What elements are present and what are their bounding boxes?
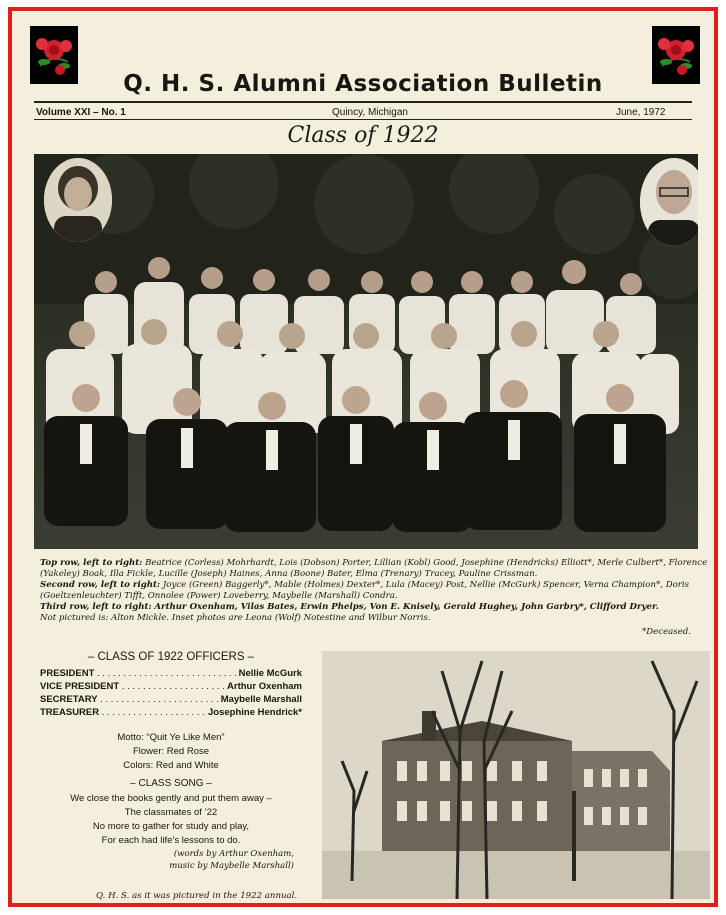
divider [34, 119, 692, 120]
caption-top-row: Beatrice (Corless) Mohrhardt, Lois (Dobson) Porter, Lillian (Kobl) Good, Josephine (Hendricks) Elliott*, Merle Culbert*, Florence (Yakeley) Boak, Illa Fickle, Lucille (Joseph) Haines, Anna (Boone) Bater, Elma (Trenary) Tracey, Pauline Crissman. [40, 558, 708, 579]
song-line: For each had life’s lessons to do. [101, 835, 241, 846]
bulletin-page [12, 11, 714, 903]
officer-role: VICE PRESIDENT . . . [40, 680, 225, 693]
officer-name: Maybelle Marshall [220, 694, 302, 705]
officer-name: Josephine Hendrick* [208, 707, 302, 718]
deceased-note: *Deceased. [642, 627, 692, 637]
officer-row [40, 680, 302, 693]
caption-third-row: Arthur Oxenham, Vilas Bates, Erwin Phelps, Von E. Knisely, Gerald Hughey, John Garbry*, Clifford Dryer. [154, 602, 659, 612]
officer-name: Nellie McGurk [238, 668, 302, 679]
flower-text: Flower: Red Rose [132, 746, 210, 757]
song-credit: (words by Arthur Oxenham, [173, 849, 294, 859]
building-caption: Q. H. S. as it was pictured in the 1922 annual. [96, 891, 298, 901]
caption-row-label: Second row, left to right: [40, 580, 161, 590]
officer-role: SECRETARY . . . [40, 693, 219, 706]
bulletin-title: Q. H. S. Alumni Association Bulletin [123, 71, 603, 97]
caption-not-pictured: Not pictured is: Alton Mickle. Inset photos are Leona (Wolf) Notestine and Wilbur Norris. [40, 613, 431, 623]
song-line: We close the books gently and put them away – [70, 793, 272, 804]
school-building-photo [322, 651, 710, 899]
officers-section [40, 651, 302, 872]
officer-role: TREASURER . . . [40, 706, 206, 719]
song-line: The classmates of ’22 [124, 807, 218, 818]
page-frame [8, 7, 718, 907]
divider [34, 101, 692, 103]
officer-row [40, 706, 302, 719]
location-label: Quincy, Michigan [332, 107, 408, 118]
class-song [40, 777, 302, 848]
volume-label: Volume XXI – No. 1 [36, 107, 126, 118]
song-heading: – CLASS SONG – [130, 778, 212, 789]
caption-second-row: Joyce (Green) Baggerly*, Mable (Holmes) Dexter*, Lula (Macey) Post, Nellie (McGurk) Spencer, Verna Champion*, Doris (Goeltzenleuchter) Tifft, Onnolee (Power) Loveberry, Maybelle (Marshall) Condra. [40, 580, 690, 601]
caption-row-label: Top row, left to right: [40, 558, 143, 568]
caption-row-label: Third row, left to right: [40, 602, 152, 612]
song-line: No more to gather for study and play, [92, 821, 250, 832]
colors-text: Colors: Red and White [123, 760, 219, 771]
class-heading: Class of 1922 [287, 123, 439, 148]
date-label: June, 1972 [616, 107, 666, 118]
officer-row [40, 693, 302, 706]
inset-photo [44, 158, 112, 242]
officer-name: Arthur Oxenham [227, 681, 302, 692]
photo-caption [40, 558, 710, 624]
officer-row [40, 667, 302, 680]
officers-heading: – CLASS OF 1922 OFFICERS – [87, 651, 255, 663]
motto-text: Motto: “Quit Ye Like Men” [117, 732, 225, 743]
officer-role: PRESIDENT . . . [40, 667, 237, 680]
song-credit: music by Maybelle Marshall) [169, 861, 294, 871]
class-photo [34, 154, 698, 549]
